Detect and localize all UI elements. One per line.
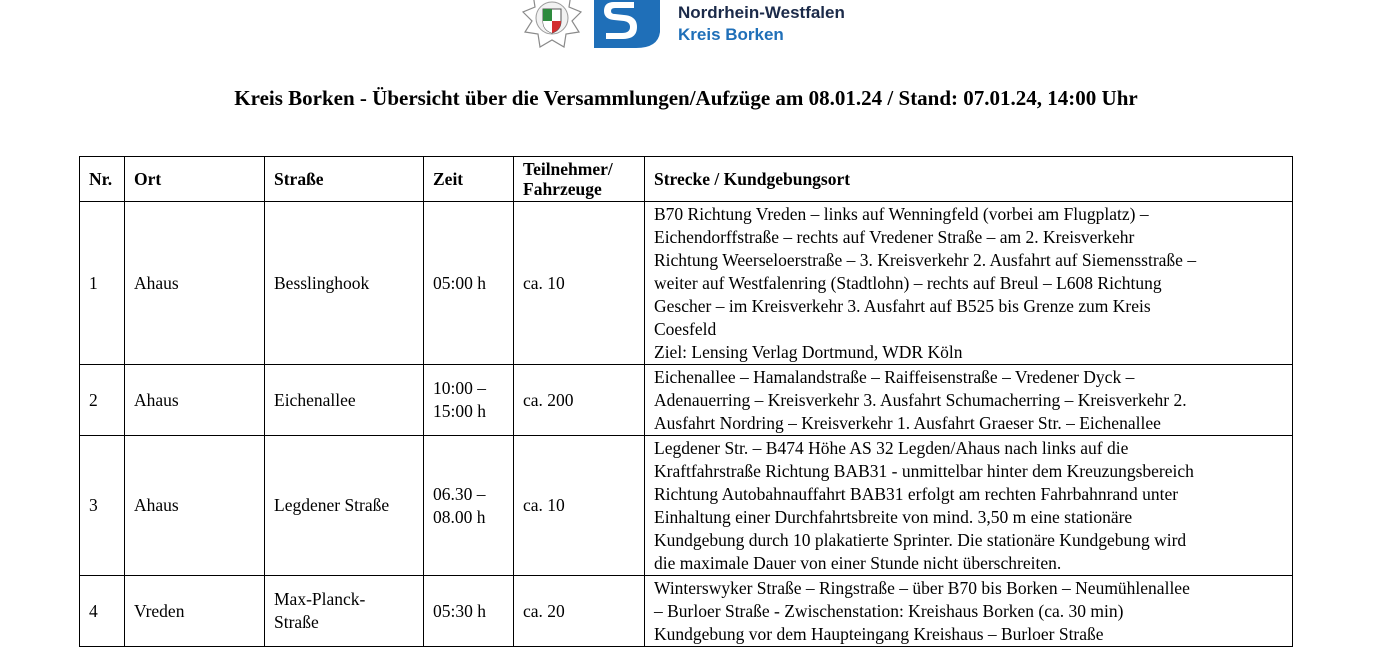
cell-strasse xyxy=(265,576,424,647)
cell-nr: 3 xyxy=(80,436,125,576)
cell-zeit-line1: 06.30 – xyxy=(433,483,486,504)
table-header-row xyxy=(80,157,1293,202)
table-row xyxy=(80,202,1293,365)
header-strecke: Strecke / Kundgebungsort xyxy=(645,157,1293,202)
route-line: Eichendorffstraße – rechts auf Vredener Straße – am 2. Kreisverkehr xyxy=(654,227,1135,247)
cell-zeit xyxy=(424,436,514,576)
cell-strecke xyxy=(645,202,1293,365)
route-line: Eichenallee – Hamalandstraße – Raiffeisenstraße – Vredener Dyck – xyxy=(654,367,1135,387)
cell-zeit-line1: 05:30 h xyxy=(433,600,486,621)
org-line-state: Nordrhein-Westfalen xyxy=(678,3,845,22)
cell-strecke xyxy=(645,576,1293,647)
route-line: Ziel: Lensing Verlag Dortmund, WDR Köln xyxy=(654,342,963,362)
table-row xyxy=(80,365,1293,436)
route-line: weiter auf Westfalenring (Stadtlohn) – rechts auf Breul – L608 Richtung xyxy=(654,273,1162,293)
route-line: Kundgebung vor dem Haupteingang Kreishaus – Burloer Straße xyxy=(654,624,1104,644)
header-ort: Ort xyxy=(125,157,265,202)
cell-zeit-line2: 08.00 h xyxy=(433,506,486,527)
table-row xyxy=(80,436,1293,576)
route-line: Winterswyker Straße – Ringstraße – über B70 bis Borken – Neumühlenallee xyxy=(654,578,1190,598)
route-line: Kundgebung durch 10 plakatierte Sprinter. Die stationäre Kundgebung wird xyxy=(654,530,1187,550)
route-line: Einhaltung einer Durchfahrtsbreite von mind. 3,50 m eine stationäre xyxy=(654,507,1133,527)
cell-nr: 1 xyxy=(80,202,125,365)
org-line-district: Kreis Borken xyxy=(678,25,784,44)
cell-zeit xyxy=(424,365,514,436)
route-line: Adenauerring – Kreisverkehr 3. Ausfahrt Schumacherring – Kreisverkehr 2. xyxy=(654,390,1187,410)
page-title: Kreis Borken - Übersicht über die Versammlungen/Aufzüge am 08.01.24 / Stand: 07.01.24, 14:00 Uhr xyxy=(234,86,1138,110)
cell-strasse: Legdener Straße xyxy=(265,436,424,576)
assembly-table xyxy=(79,156,1293,647)
header-strasse: Straße xyxy=(265,157,424,202)
route-line: B70 Richtung Vreden – links auf Wenningfeld (vorbei am Flugplatz) – xyxy=(654,204,1149,224)
table-row xyxy=(80,576,1293,647)
route-line: Legdener Str. – B474 Höhe AS 32 Legden/Ahaus nach links auf die xyxy=(654,438,1129,458)
route-line: Gescher – im Kreisverkehr 3. Ausfahrt auf B525 bis Grenze zum Kreis xyxy=(654,296,1151,316)
cell-ort: Vreden xyxy=(125,576,265,647)
route-line: Coesfeld xyxy=(654,319,717,339)
cell-zeit-line1: 10:00 – xyxy=(433,378,486,398)
letterhead xyxy=(518,0,878,56)
route-line: die maximale Dauer von einer Stunde nicht überschreiten. xyxy=(654,553,1062,573)
cell-ort: Ahaus xyxy=(125,365,265,436)
cell-zeit xyxy=(424,576,514,647)
cell-ort: Ahaus xyxy=(125,202,265,365)
cell-strasse: Eichenallee xyxy=(265,365,424,436)
route-line: Richtung Weerseloerstraße – 3. Kreisverkehr 2. Ausfahrt auf Siemensstraße – xyxy=(654,250,1197,270)
cell-strasse-line2: Straße xyxy=(274,612,319,632)
cell-teilnehmer: ca. 20 xyxy=(514,576,645,647)
cell-teilnehmer: ca. 10 xyxy=(514,436,645,576)
cell-strasse-line1: Max-Planck- xyxy=(274,589,366,609)
route-line: Richtung Autobahnauffahrt BAB31 erfolgt am rechten Fahrbahnrand unter xyxy=(654,484,1179,504)
police-nrw-logo xyxy=(518,0,660,54)
cell-zeit-line1: 05:00 h xyxy=(433,272,486,293)
cell-strecke xyxy=(645,436,1293,576)
cell-zeit xyxy=(424,202,514,365)
cell-nr: 2 xyxy=(80,365,125,436)
header-teilnehmer-line1: Teilnehmer/ xyxy=(523,159,613,179)
header-teilnehmer xyxy=(514,157,645,202)
route-line: – Burloer Straße - Zwischenstation: Kreishaus Borken (ca. 30 min) xyxy=(654,601,1124,621)
route-line: Kraftfahrstraße Richtung BAB31 - unmittelbar hinter dem Kreuzungsbereich xyxy=(654,461,1194,481)
cell-teilnehmer: ca. 10 xyxy=(514,202,645,365)
cell-zeit-line2: 15:00 h xyxy=(433,401,486,421)
cell-ort: Ahaus xyxy=(125,436,265,576)
organization-name xyxy=(678,2,845,46)
header-teilnehmer-line2: Fahrzeuge xyxy=(523,179,602,199)
cell-strasse: Besslinghook xyxy=(265,202,424,365)
header-zeit: Zeit xyxy=(424,157,514,202)
cell-nr: 4 xyxy=(80,576,125,647)
route-line: Ausfahrt Nordring – Kreisverkehr 1. Ausfahrt Graeser Str. – Eichenallee xyxy=(654,413,1161,433)
header-nr: Nr. xyxy=(80,157,125,202)
cell-strecke xyxy=(645,365,1293,436)
cell-teilnehmer: ca. 200 xyxy=(514,365,645,436)
